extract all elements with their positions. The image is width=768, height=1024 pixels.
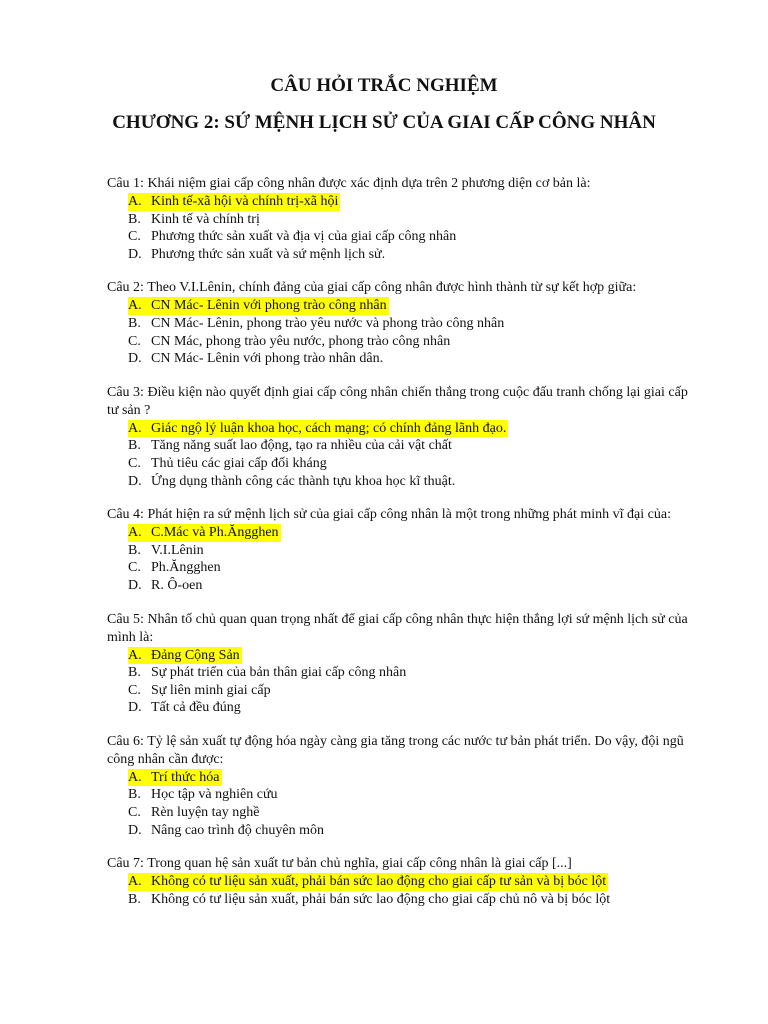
answer-option-a: [128, 647, 697, 665]
option-text: R. Ô-oen: [151, 577, 203, 593]
question-text: Câu 2: Theo V.I.Lênin, chính đảng của giai cấp công nhân được hình thành từ sự kết hợp giữa:: [107, 280, 637, 296]
answer-option-d: [128, 699, 697, 717]
answer-option-b: [128, 664, 697, 682]
option-text: CN Mác- Lênin với phong trào công nhân: [151, 298, 387, 314]
question-text: Câu 4: Phát hiện ra sứ mệnh lịch sử của giai cấp công nhân là một trong những phát minh vĩ đại của:: [107, 507, 671, 523]
option-letter: D.: [128, 700, 142, 716]
answer-content: [128, 437, 452, 455]
option-text: Phương thức sản xuất và sứ mệnh lịch sử.: [151, 246, 386, 262]
option-text: Rèn luyện tay nghề: [151, 805, 260, 821]
answer-option-b: [128, 211, 697, 229]
option-text: Không có tư liệu sản xuất, phải bán sức lao động cho giai cấp tư sản và bị bóc lột: [151, 874, 607, 890]
option-text: V.I.Lênin: [151, 542, 204, 558]
option-letter: C.: [128, 455, 141, 471]
question-3: [107, 384, 697, 490]
answer-option-b: [128, 891, 697, 909]
answer-option-c: [128, 559, 697, 577]
answer-options: [107, 193, 697, 263]
answer-content: [128, 664, 406, 682]
answer-content: [128, 577, 202, 595]
answer-options: [107, 524, 697, 594]
option-letter: C.: [128, 229, 141, 245]
question-7: [107, 855, 697, 908]
option-text: Sự liên minh giai cấp: [151, 682, 271, 698]
option-letter: B.: [128, 891, 141, 907]
option-letter: B.: [128, 315, 141, 331]
option-text: Không có tư liệu sản xuất, phải bán sức lao động cho giai cấp chủ nô và bị bóc lột: [151, 891, 611, 907]
answer-option-c: [128, 333, 697, 351]
answer-options: [107, 647, 697, 717]
answer-content: [128, 542, 204, 560]
answer-content: [128, 786, 278, 804]
highlighted-answer: [128, 647, 242, 665]
option-text: Phương thức sản xuất và địa vị của giai cấp công nhân: [151, 229, 457, 245]
answer-option-c: [128, 804, 697, 822]
question-2: [107, 279, 697, 367]
option-letter: D.: [128, 246, 142, 262]
option-text: Kinh tế và chính trị: [151, 211, 260, 227]
answer-option-c: [128, 455, 697, 473]
answer-options: [107, 873, 697, 908]
option-letter: B.: [128, 542, 141, 558]
option-letter: C.: [128, 682, 141, 698]
option-text: Tăng năng suất lao động, tạo ra nhiều của cải vật chất: [151, 438, 452, 454]
answer-option-b: [128, 542, 697, 560]
answer-content: [128, 559, 221, 577]
answer-option-d: [128, 350, 697, 368]
answer-options: [107, 420, 697, 490]
option-letter: C.: [128, 333, 141, 349]
answer-option-d: [128, 473, 697, 491]
answer-content: [128, 350, 383, 368]
option-letter: D.: [128, 577, 142, 593]
highlighted-answer: [128, 297, 389, 315]
answer-content: [128, 822, 324, 840]
option-text: Tất cả đều đúng: [151, 700, 241, 716]
answer-content: [128, 455, 327, 473]
option-letter: B.: [128, 665, 141, 681]
answer-content: [128, 246, 385, 264]
question-text: Câu 3: Điều kiện nào quyết định giai cấp công nhân chiến thắng trong cuộc đấu tranh chống lại giai cấp tư sản ?: [107, 384, 688, 418]
option-text: Học tập và nghiên cứu: [151, 787, 278, 803]
option-text: CN Mác- Lênin, phong trào yêu nước và phong trào công nhân: [151, 315, 505, 331]
question-text: Câu 5: Nhân tố chủ quan quan trọng nhất để giai cấp công nhân thực hiện thắng lợi sứ mệnh lịch sử của mình là:: [107, 611, 688, 645]
option-letter: D.: [128, 351, 142, 367]
question-4: [107, 506, 697, 594]
answer-option-b: [128, 786, 697, 804]
question-5: [107, 611, 697, 717]
option-letter: D.: [128, 473, 142, 489]
option-letter: A.: [128, 194, 142, 209]
answer-option-b: [128, 437, 697, 455]
option-text: Ph.Ăngghen: [151, 560, 221, 576]
option-text: CN Mác- Lênin với phong trào nhân dân.: [151, 351, 384, 367]
answer-options: [107, 769, 697, 839]
answer-option-a: [128, 873, 697, 891]
answer-option-b: [128, 315, 697, 333]
answer-option-d: [128, 577, 697, 595]
answer-option-a: [128, 193, 697, 211]
answer-option-c: [128, 682, 697, 700]
answer-content: [128, 228, 456, 246]
option-text: Kinh tế-xã hội và chính trị-xã hội: [151, 194, 339, 209]
answer-options: [107, 297, 697, 367]
question-list: [107, 175, 697, 924]
option-text: Đảng Cộng Sản: [151, 647, 240, 663]
answer-option-c: [128, 228, 697, 246]
chapter-title: CHƯƠNG 2: SỨ MỆNH LỊCH SỬ CỦA GIAI CẤP CÔNG NHÂN: [112, 112, 656, 133]
option-letter: C.: [128, 560, 141, 576]
option-letter: A.: [128, 874, 142, 890]
highlighted-answer: [128, 193, 340, 211]
option-letter: A.: [128, 769, 142, 785]
answer-content: [128, 473, 455, 491]
answer-content: [128, 804, 259, 822]
question-6: [107, 733, 697, 839]
option-letter: A.: [128, 525, 142, 541]
option-text: Trí thức hóa: [151, 769, 220, 785]
option-letter: A.: [128, 298, 142, 314]
question-text: Câu 6: Tỷ lệ sản xuất tự động hóa ngày càng gia tăng trong các nước tư bản phát triển. Do vậy, đội ngũ công nhân cần được:: [107, 733, 684, 767]
option-letter: B.: [128, 787, 141, 803]
option-letter: B.: [128, 438, 141, 454]
option-letter: A.: [128, 420, 142, 436]
option-letter: A.: [128, 647, 142, 663]
document-title: CÂU HỎI TRẮC NGHIỆM: [270, 75, 498, 96]
option-letter: C.: [128, 805, 141, 821]
answer-content: [128, 699, 241, 717]
answer-option-d: [128, 246, 697, 264]
option-text: C.Mác và Ph.Ăngghen: [151, 525, 279, 541]
option-text: Giác ngộ lý luận khoa học, cách mạng; có chính đảng lãnh đạo.: [151, 420, 507, 436]
option-letter: D.: [128, 822, 142, 838]
answer-content: [128, 891, 610, 909]
answer-content: [128, 333, 450, 351]
answer-option-a: [128, 524, 697, 542]
answer-content: [128, 315, 504, 333]
option-text: Sự phát triển của bản thân giai cấp công nhân: [151, 665, 407, 681]
answer-option-a: [128, 769, 697, 787]
option-text: CN Mác, phong trào yêu nước, phong trào công nhân: [151, 333, 451, 349]
highlighted-answer: [128, 420, 508, 438]
option-text: Thủ tiêu các giai cấp đối kháng: [151, 455, 327, 471]
question-text: Câu 1: Khái niệm giai cấp công nhân được xác định dựa trên 2 phương diện cơ bản là:: [107, 176, 591, 191]
highlighted-answer: [128, 524, 281, 542]
question-text: Câu 7: Trong quan hệ sản xuất tư bản chủ nghĩa, giai cấp công nhân là giai cấp [...]: [107, 856, 572, 872]
option-letter: B.: [128, 211, 141, 227]
answer-content: [128, 682, 271, 700]
answer-option-a: [128, 297, 697, 315]
question-1: [107, 175, 697, 263]
answer-option-d: [128, 822, 697, 840]
option-text: Nâng cao trình độ chuyên môn: [151, 822, 325, 838]
answer-option-a: [128, 420, 697, 438]
answer-content: [128, 211, 260, 229]
highlighted-answer: [128, 873, 608, 891]
highlighted-answer: [128, 769, 222, 787]
option-text: Ứng dụng thành công các thành tựu khoa học kĩ thuật.: [151, 473, 456, 489]
